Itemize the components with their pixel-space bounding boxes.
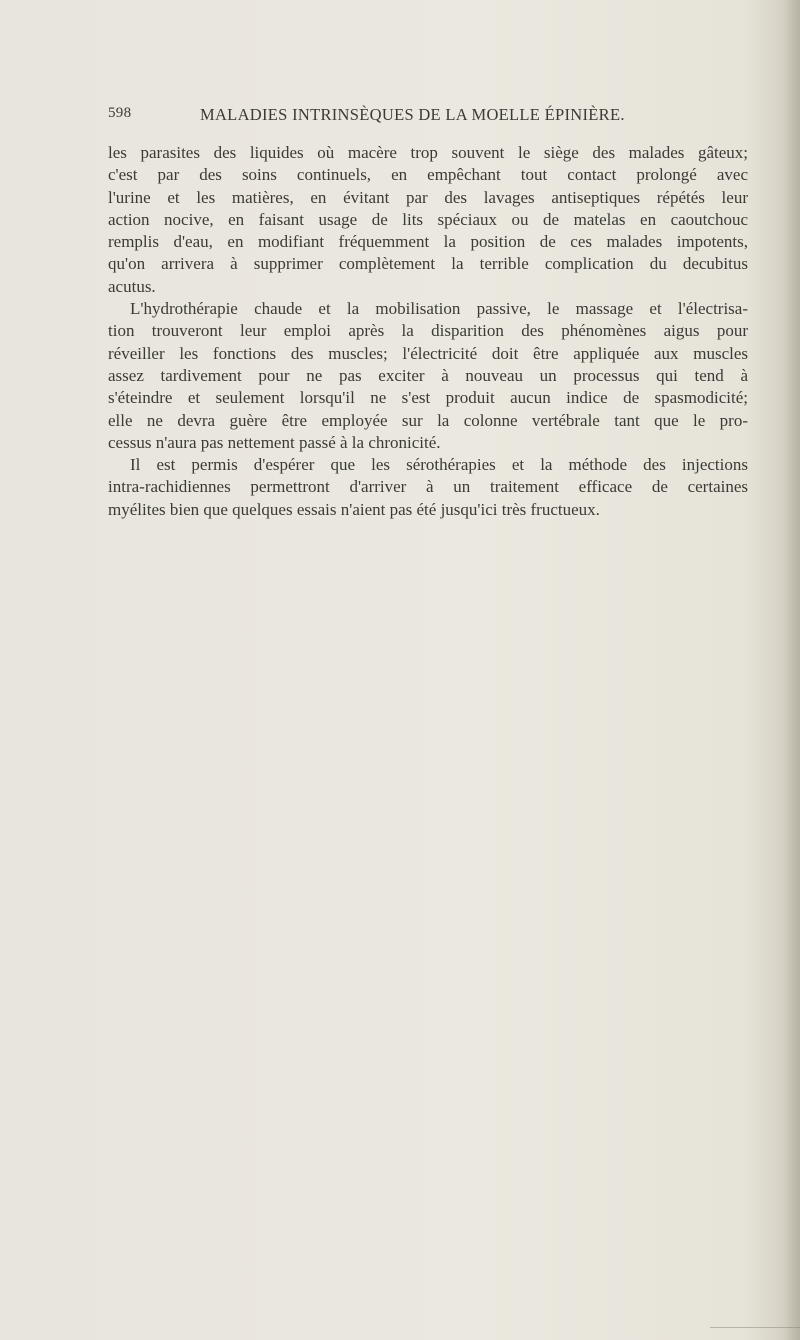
text-line: L'hydrothérapie chaude et la mobilisation passive, le massage et l'électrisa- <box>130 299 748 319</box>
text-line: intra-rachidiennes permettront d'arriver à un traitement efficace de certaines <box>108 477 748 497</box>
text-line: Il est permis d'espérer que les sérothérapies et la méthode des injections <box>130 455 748 475</box>
page-number: 598 <box>108 105 132 121</box>
text-line: l'urine et les matières, en évitant par des lavages antiseptiques répétés leur <box>108 187 748 207</box>
paragraph-3 <box>108 454 748 521</box>
paragraph-2 <box>108 298 748 454</box>
paragraph-1 <box>108 142 748 298</box>
body-text <box>108 142 748 521</box>
text-line: elle ne devra guère être employée sur la colonne vertébrale tant que le pro- <box>108 410 748 430</box>
text-line: acutus. <box>108 276 156 296</box>
page-bottom-mark <box>710 1327 800 1328</box>
text-line: qu'on arrivera à supprimer complètement la terrible complication du decubitus <box>108 254 748 274</box>
text-line: s'éteindre et seulement lorsqu'il ne s'est produit aucun indice de spasmodicité; <box>108 388 748 408</box>
running-head <box>108 105 798 131</box>
text-line: remplis d'eau, en modifiant fréquemment la position de ces malades impotents, <box>108 232 748 252</box>
text-line: réveiller les fonctions des muscles; l'électricité doit être appliquée aux muscles <box>108 343 748 363</box>
text-line: action nocive, en faisant usage de lits spéciaux ou de matelas en caoutchouc <box>108 209 748 229</box>
text-line: tion trouveront leur emploi après la disparition des phénomènes aigus pour <box>108 321 748 341</box>
text-line: myélites bien que quelques essais n'aient pas été jusqu'ici très fructueux. <box>108 499 600 519</box>
text-line: c'est par des soins continuels, en empêchant tout contact prolongé avec <box>108 165 748 185</box>
text-line: assez tardivement pour ne pas exciter à nouveau un processus qui tend à <box>108 365 748 385</box>
page-edge-shadow <box>784 0 800 1340</box>
running-title: MALADIES INTRINSÈQUES DE LA MOELLE ÉPINIÈRE. <box>200 105 625 124</box>
text-line: cessus n'aura pas nettement passé à la chronicité. <box>108 432 441 452</box>
text-line: les parasites des liquides où macère trop souvent le siège des malades gâteux; <box>108 143 748 162</box>
